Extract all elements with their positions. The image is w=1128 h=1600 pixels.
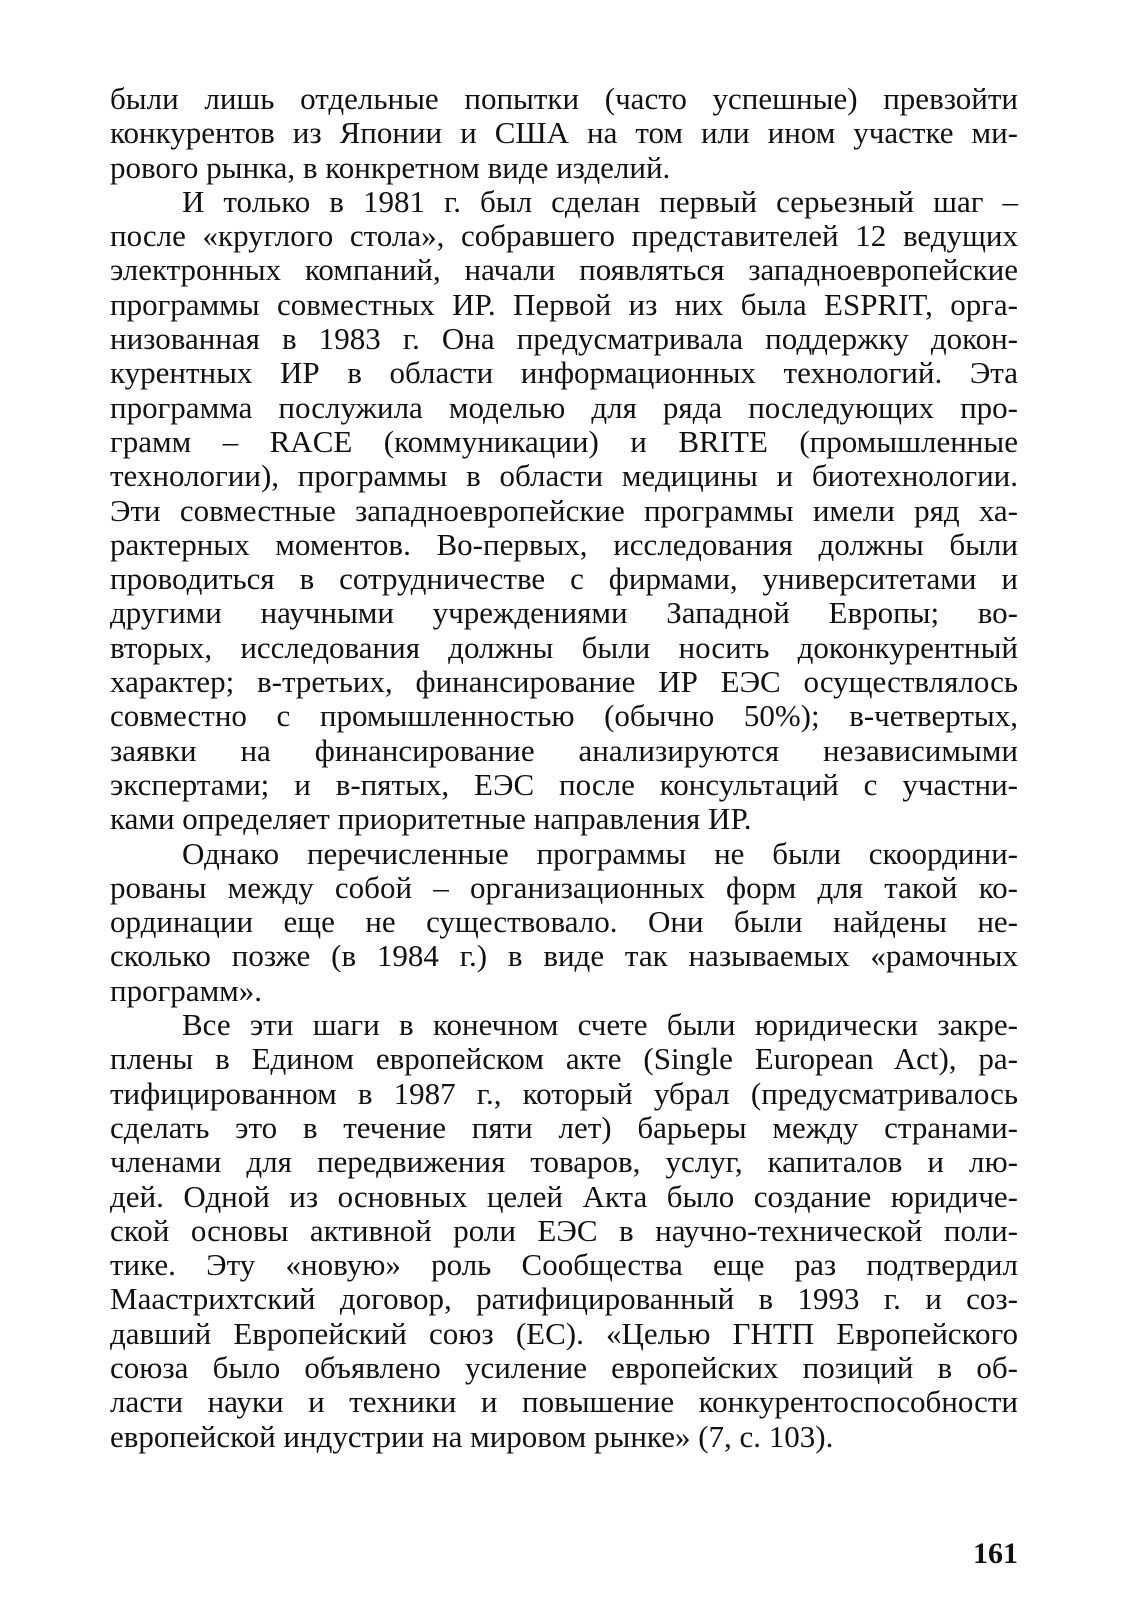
text-line: заявки на финансирование анализируются независимыми [110,732,1018,768]
book-page [110,81,1018,1570]
text-line: низованная в 1983 г. Она предусматривала поддержку докон- [110,321,1018,357]
text-line: характер; в-третьих, финансирование ИР ЕЭС осуществлялось [110,664,1018,700]
text-line: экспертами; и в-пятых, ЕЭС после консультаций с участни- [110,766,1018,802]
text-line: электронных компаний, начали появляться западноевропейские [110,252,1018,288]
text-line: были лишь отдельные попытки (часто успешные) превзойти [110,81,1018,116]
text-line: ками определяет приоритетные направления ИР. [110,801,752,837]
text-line: Однако перечисленные программы не были скоордини- [182,835,1018,871]
text-line: И только в 1981 г. был сделан первый серьезный шаг – [182,183,1018,219]
text-line: технологии), программы в области медицины и биотехнологии. [110,458,1018,494]
text-line: программы совместных ИР. Первой из них была ESPRIT, орга- [110,286,1018,322]
text-line: членами для передвижения товаров, услуг, капиталов и лю- [110,1144,1018,1180]
paragraph [110,82,1018,185]
text-line: грамм – RACE (коммуникации) и BRITE (промышленные [110,423,1018,459]
text-line: рованы между собой – организационных форм для такой ко- [110,869,1018,905]
paragraph [110,185,1018,837]
text-line: программа послужила моделью для ряда последующих про- [110,389,1018,425]
text-line: рового рынка, в конкретном виде изделий. [110,149,671,185]
body-text [110,82,1018,1454]
text-line: вторых, исследования должны были носить доконкурентный [110,629,1018,665]
text-line: Маастрихтский договор, ратифицированный в 1993 г. и соз- [110,1281,1018,1317]
text-line: дей. Одной из основных целей Акта было создание юридиче- [110,1178,1018,1214]
text-line: после «круглого стола», собравшего представителей 12 ведущих [110,218,1018,254]
text-line: конкурентов из Японии и США на том или ином участке ми- [110,115,1018,151]
text-line: тике. Эту «новую» роль Сообщества еще раз подтвердил [110,1247,1018,1283]
page-number: 161 [973,1537,1018,1570]
paragraph [110,837,1018,1008]
text-line: ласти науки и техники и повышение конкурентоспособности [110,1384,1018,1420]
text-line: программ». [110,972,263,1008]
text-line: совместно с промышленностью (обычно 50%); в-четвертых, [110,698,1018,734]
text-line: Все эти шаги в конечном счете были юридически закре- [182,1007,1018,1043]
text-line: ординации еще не существовало. Они были найдены не- [110,904,1018,940]
text-line: давший Европейский союз (ЕС). «Целью ГНТП Европейского [110,1315,1018,1351]
text-line: рактерных моментов. Во-первых, исследования должны были [110,526,1018,562]
text-line: ской основы активной роли ЕЭС в научно-технической поли- [110,1212,1018,1248]
text-line: другими научными учреждениями Западной Европы; во- [110,595,1018,631]
text-line: европейской индустрии на мировом рынке» (7, с. 103). [110,1418,834,1454]
text-line: плены в Едином европейском акте (Single European Act), ра- [110,1041,1018,1077]
text-line: Эти совместные западноевропейские программы имели ряд ха- [110,492,1018,528]
text-line: союза было объявлено усиление европейских позиций в об- [110,1349,1018,1385]
paragraph [110,1008,1018,1454]
text-line: проводиться в сотрудничестве с фирмами, университетами и [110,561,1018,597]
text-line: тифицированном в 1987 г., который убрал (предусматривалось [110,1075,1018,1111]
text-line: курентных ИР в области информационных технологий. Эта [110,355,1018,391]
text-line: сколько позже (в 1984 г.) в виде так называемых «рамочных [110,938,1018,974]
text-line: сделать это в течение пяти лет) барьеры между странами- [110,1109,1018,1145]
